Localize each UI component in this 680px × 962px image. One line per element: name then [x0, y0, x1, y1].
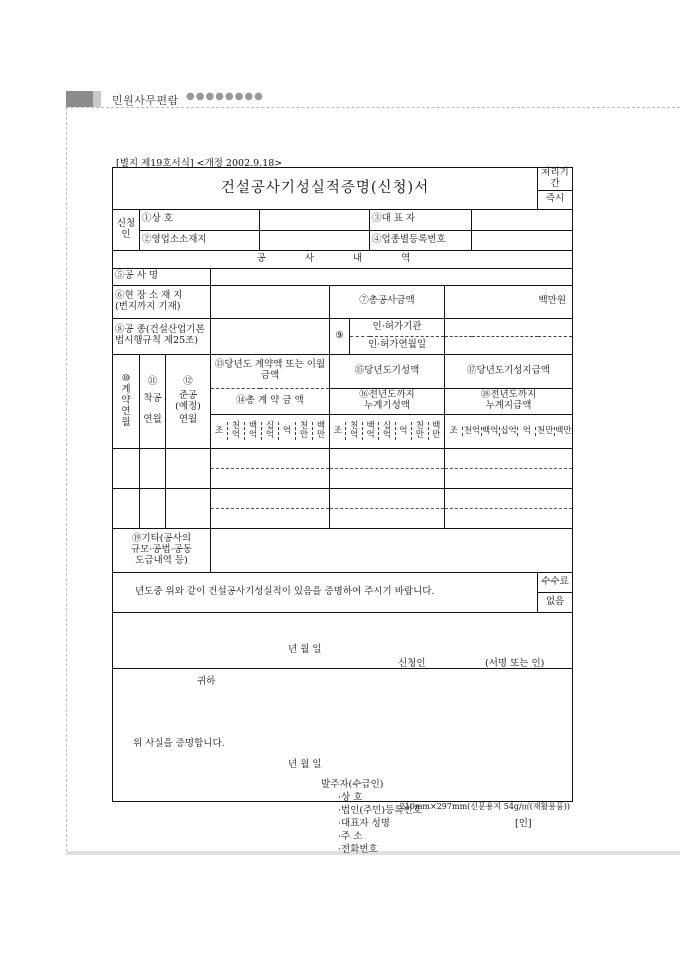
site-location-field[interactable] — [211, 285, 330, 318]
registration-no-field[interactable] — [472, 230, 573, 250]
digits-header-b: 조 천억 백억 십억 억 천만 백만 — [330, 414, 445, 448]
data-row-2-contract[interactable] — [113, 488, 140, 528]
permit-agency-field[interactable] — [445, 318, 573, 336]
client-trade-name[interactable]: ·상 호 — [338, 791, 363, 803]
addressee: 귀하 — [197, 676, 216, 688]
client-reg-no[interactable]: ·법인(주민)등록번호 — [338, 804, 422, 816]
data-row-1-start[interactable] — [140, 448, 166, 488]
permit-date-label: 인·허가연월일 — [350, 336, 445, 354]
processing-period-value: 즉시 — [538, 190, 573, 209]
total-amount-label: ⑦총공사금액 — [330, 285, 445, 318]
data-row-1-completion[interactable] — [166, 448, 211, 488]
digits-header-a: 조 천억 백억 십억 억 천만 백만 — [211, 414, 330, 448]
trade-name-field[interactable] — [260, 209, 370, 230]
paper-spec-footnote: 210mm×297mm(신문용지 54g/㎡(재활용품)) — [399, 802, 570, 811]
col15-header: ⑮당년도기성액 — [330, 354, 445, 388]
data-row-1-amount-c[interactable] — [445, 448, 573, 488]
header-block-light — [93, 91, 101, 107]
data-row-2-amount-a[interactable] — [211, 488, 330, 528]
data-row-1-amount-b[interactable] — [330, 448, 445, 488]
application-sign-block — [113, 612, 573, 688]
data-row-1-amount-a[interactable] — [211, 448, 330, 488]
sign-note[interactable]: (서명 또는 인) — [485, 658, 545, 670]
processing-period-label: 처리기간 — [538, 168, 573, 191]
construction-type-label — [113, 318, 211, 354]
trade-name-label: ①상 호 — [140, 209, 260, 230]
client-label: 발주자(수급인) — [321, 778, 384, 790]
digits-header-c: 조 천억 백억 십억 억 천만 백만 — [445, 414, 573, 448]
data-row-2-start[interactable] — [140, 488, 166, 528]
fee-label: 수수료 — [538, 572, 573, 592]
construction-details-header: 공 사 내 역 — [113, 250, 573, 268]
certification-date[interactable]: 년 월 일 — [288, 758, 322, 770]
application-date[interactable]: 년 월 일 — [288, 644, 322, 656]
data-row-2-completion[interactable] — [166, 488, 211, 528]
other-field[interactable] — [211, 528, 573, 572]
completion-date-header: ⑫ 준공 (예정) 연월 — [166, 354, 211, 448]
left-margin-line — [66, 107, 67, 852]
col14-header: ⑭총 계 약 금 액 — [211, 388, 330, 414]
site-location-line1: ⑥현 장 소 재 지 — [115, 289, 183, 301]
data-row-2-amount-b[interactable] — [330, 488, 445, 528]
construction-type-line2: 법시행규칙 제25조) — [115, 335, 199, 347]
data-row-1-contract[interactable] — [113, 448, 140, 488]
fee-value: 없음 — [538, 592, 573, 612]
request-text: 년도중 위와 같이 건설공사기성실적이 있음을 증명하여 주시기 바랍니다. — [113, 572, 538, 612]
header-divider — [66, 107, 680, 108]
representative-label: ③대 표 자 — [370, 209, 472, 230]
permit-agency-label: 인·허가기관 — [350, 318, 445, 336]
form-title: 건설공사기성실적증명(신청)서 — [113, 168, 538, 210]
site-location-label — [113, 285, 211, 318]
header-section-title: 민원사무편람 — [112, 94, 179, 107]
client-address[interactable]: ·주 소 — [338, 830, 363, 842]
applicant-label: 신청인 — [113, 209, 140, 250]
registration-no-label: ④업종별등록번호 — [370, 230, 472, 250]
business-address-label: ②영업소소재지 — [140, 230, 260, 250]
permit-date-field[interactable] — [445, 336, 573, 354]
client-rep-name[interactable]: ·대표자 성명 — [338, 817, 390, 829]
col18-header: ⑱전년도까지 누계지급액 — [445, 388, 573, 414]
col17-header: ⑰당년도기성지급액 — [445, 354, 573, 388]
site-location-line2: (번지까지 기재) — [115, 300, 181, 312]
col13-header: ⑬당년도 계약액 또는 이월금액 — [211, 354, 330, 388]
representative-field[interactable] — [472, 209, 573, 230]
construction-type-line1: ⑧공 종(건설산업기본 — [115, 324, 205, 336]
seal-mark[interactable]: [인] — [515, 817, 532, 829]
other-label: ⑲기타(공사의 규모·공법·공동 도급내역 등) — [113, 528, 211, 572]
col16-header: ⑯전년도까지 누계기성액 — [330, 388, 445, 414]
certify-text: 위 사실을 증명합니다. — [133, 737, 225, 749]
form-label: [별지 제19호서식] <개정 2002.9.18> — [116, 158, 283, 169]
permit-number: ⑨ — [330, 318, 350, 354]
construction-type-field[interactable] — [211, 318, 330, 354]
project-name-label: ⑤공 사 명 — [113, 268, 211, 285]
business-address-field[interactable] — [260, 230, 370, 250]
data-row-2-amount-c[interactable] — [445, 488, 573, 528]
client-phone[interactable]: ·전화번호 — [338, 843, 378, 855]
project-name-field[interactable] — [211, 268, 573, 285]
start-date-header: ⑪ 착공 연월 — [140, 354, 166, 448]
header-dots: ●●●●●●●● — [186, 91, 264, 102]
contract-period-header: ⑩ 계 약 연 월 — [113, 354, 140, 448]
total-amount-unit[interactable]: 백만원 — [445, 285, 573, 318]
applicant-sign-label: 신청인 — [398, 658, 426, 670]
